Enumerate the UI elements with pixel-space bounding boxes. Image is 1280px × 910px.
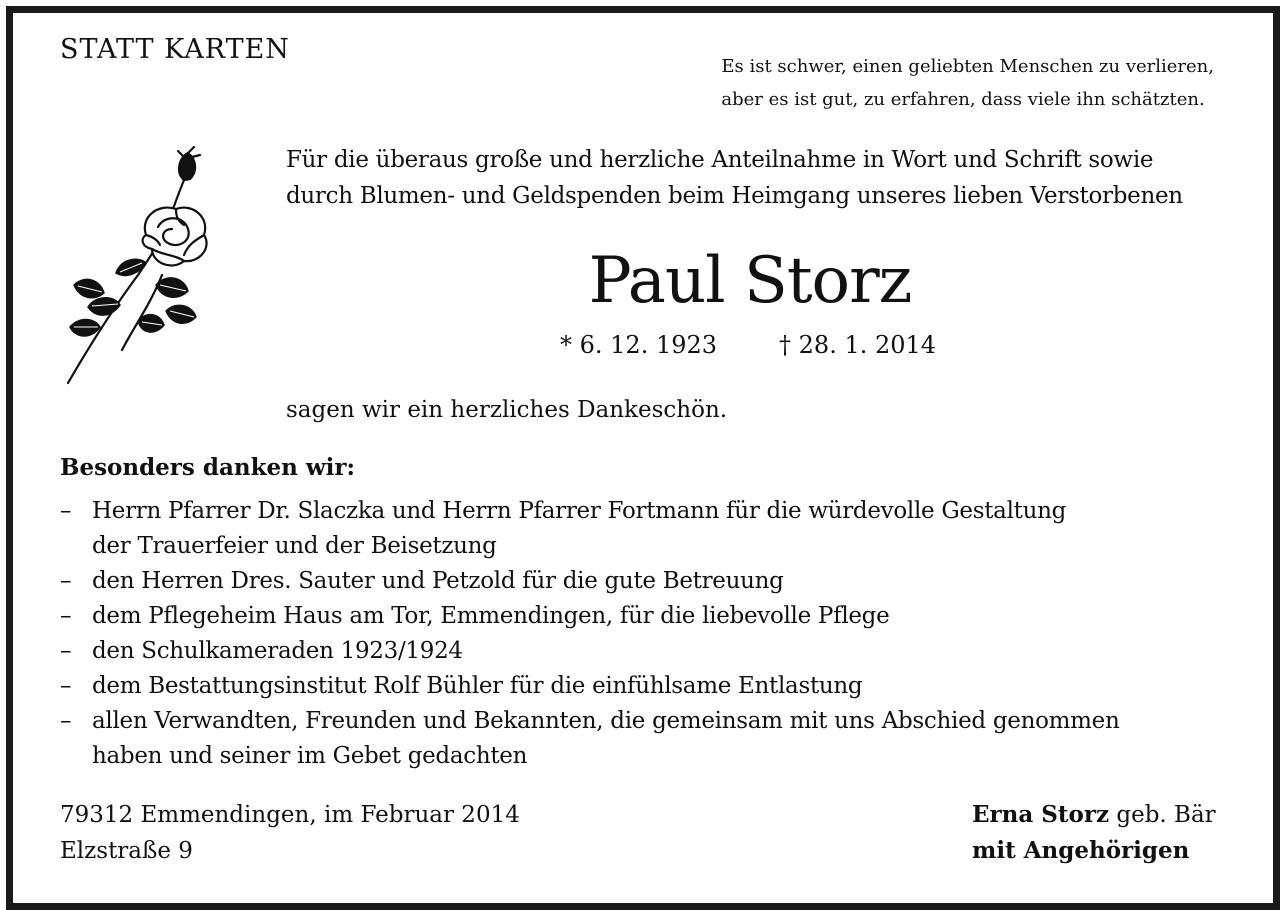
dash-marker: – (60, 673, 72, 699)
list-item (60, 704, 1119, 774)
thanks-list (60, 494, 1119, 774)
intro-line-1: Für die überaus große und herzliche Anteilnahme in Wort und Schrift sowie (286, 147, 1154, 173)
signer-line-2 (972, 833, 1216, 869)
signature-block (972, 797, 1216, 869)
signer-line-1 (972, 797, 1216, 833)
list-item-text: Herrn Pfarrer Dr. Slaczka und Herrn Pfarrer Fortmann für die würdevolle Gestaltung der Trauerfeier und der Beisetzung (92, 498, 1067, 559)
place-and-date (60, 797, 520, 869)
dash-marker: – (60, 498, 72, 524)
dash-marker: – (60, 638, 72, 664)
deceased-name: Paul Storz (588, 244, 912, 318)
list-item-text: allen Verwandten, Freunden und Bekannten, die gemeinsam mit uns Abschied genommen haben und seiner im Gebet gedachten (92, 708, 1120, 769)
quote-line-2: aber es ist gut, zu erfahren, dass viele ihn schätzten. (721, 89, 1205, 110)
life-dates (560, 331, 936, 359)
list-item-text: den Herren Dres. Sauter und Petzold für die gute Betreuung (92, 568, 784, 594)
address-line: Elzstraße 9 (60, 838, 193, 864)
list-item-text: dem Pflegeheim Haus am Tor, Emmendingen, für die liebevolle Pflege (92, 603, 890, 629)
list-item (60, 599, 1119, 634)
dash-marker: – (60, 603, 72, 629)
list-item (60, 494, 1119, 564)
statt-karten-heading: STATT KARTEN (60, 34, 290, 65)
signer-relatives: mit Angehörigen (972, 837, 1190, 864)
dash-marker: – (60, 708, 72, 734)
besonders-heading: Besonders danken wir: (60, 454, 356, 481)
place-line-1: 79312 Emmendingen, im Februar 2014 (60, 802, 520, 828)
memorial-quote (721, 50, 1214, 116)
death-date: † 28. 1. 2014 (779, 331, 937, 359)
list-item (60, 634, 1119, 669)
intro-line-2: durch Blumen- und Geldspenden beim Heimgang unseres lieben Verstorbenen (286, 183, 1183, 209)
signer-name: Erna Storz (972, 801, 1110, 828)
quote-line-1: Es ist schwer, einen geliebten Menschen zu verlieren, (721, 56, 1214, 77)
dash-marker: – (60, 568, 72, 594)
thanks-line: sagen wir ein herzliches Dankeschön. (286, 397, 728, 423)
list-item-text: dem Bestattungsinstitut Rolf Bühler für die einfühlsame Entlastung (92, 673, 863, 699)
list-item (60, 669, 1119, 704)
signer-maiden-name: geb. Bär (1109, 802, 1216, 828)
list-item (60, 564, 1119, 599)
birth-date: * 6. 12. 1923 (560, 331, 718, 359)
list-item-text: den Schulkameraden 1923/1924 (92, 638, 463, 664)
deceased-name-wrapper (0, 244, 1280, 318)
intro-paragraph (286, 142, 1183, 214)
